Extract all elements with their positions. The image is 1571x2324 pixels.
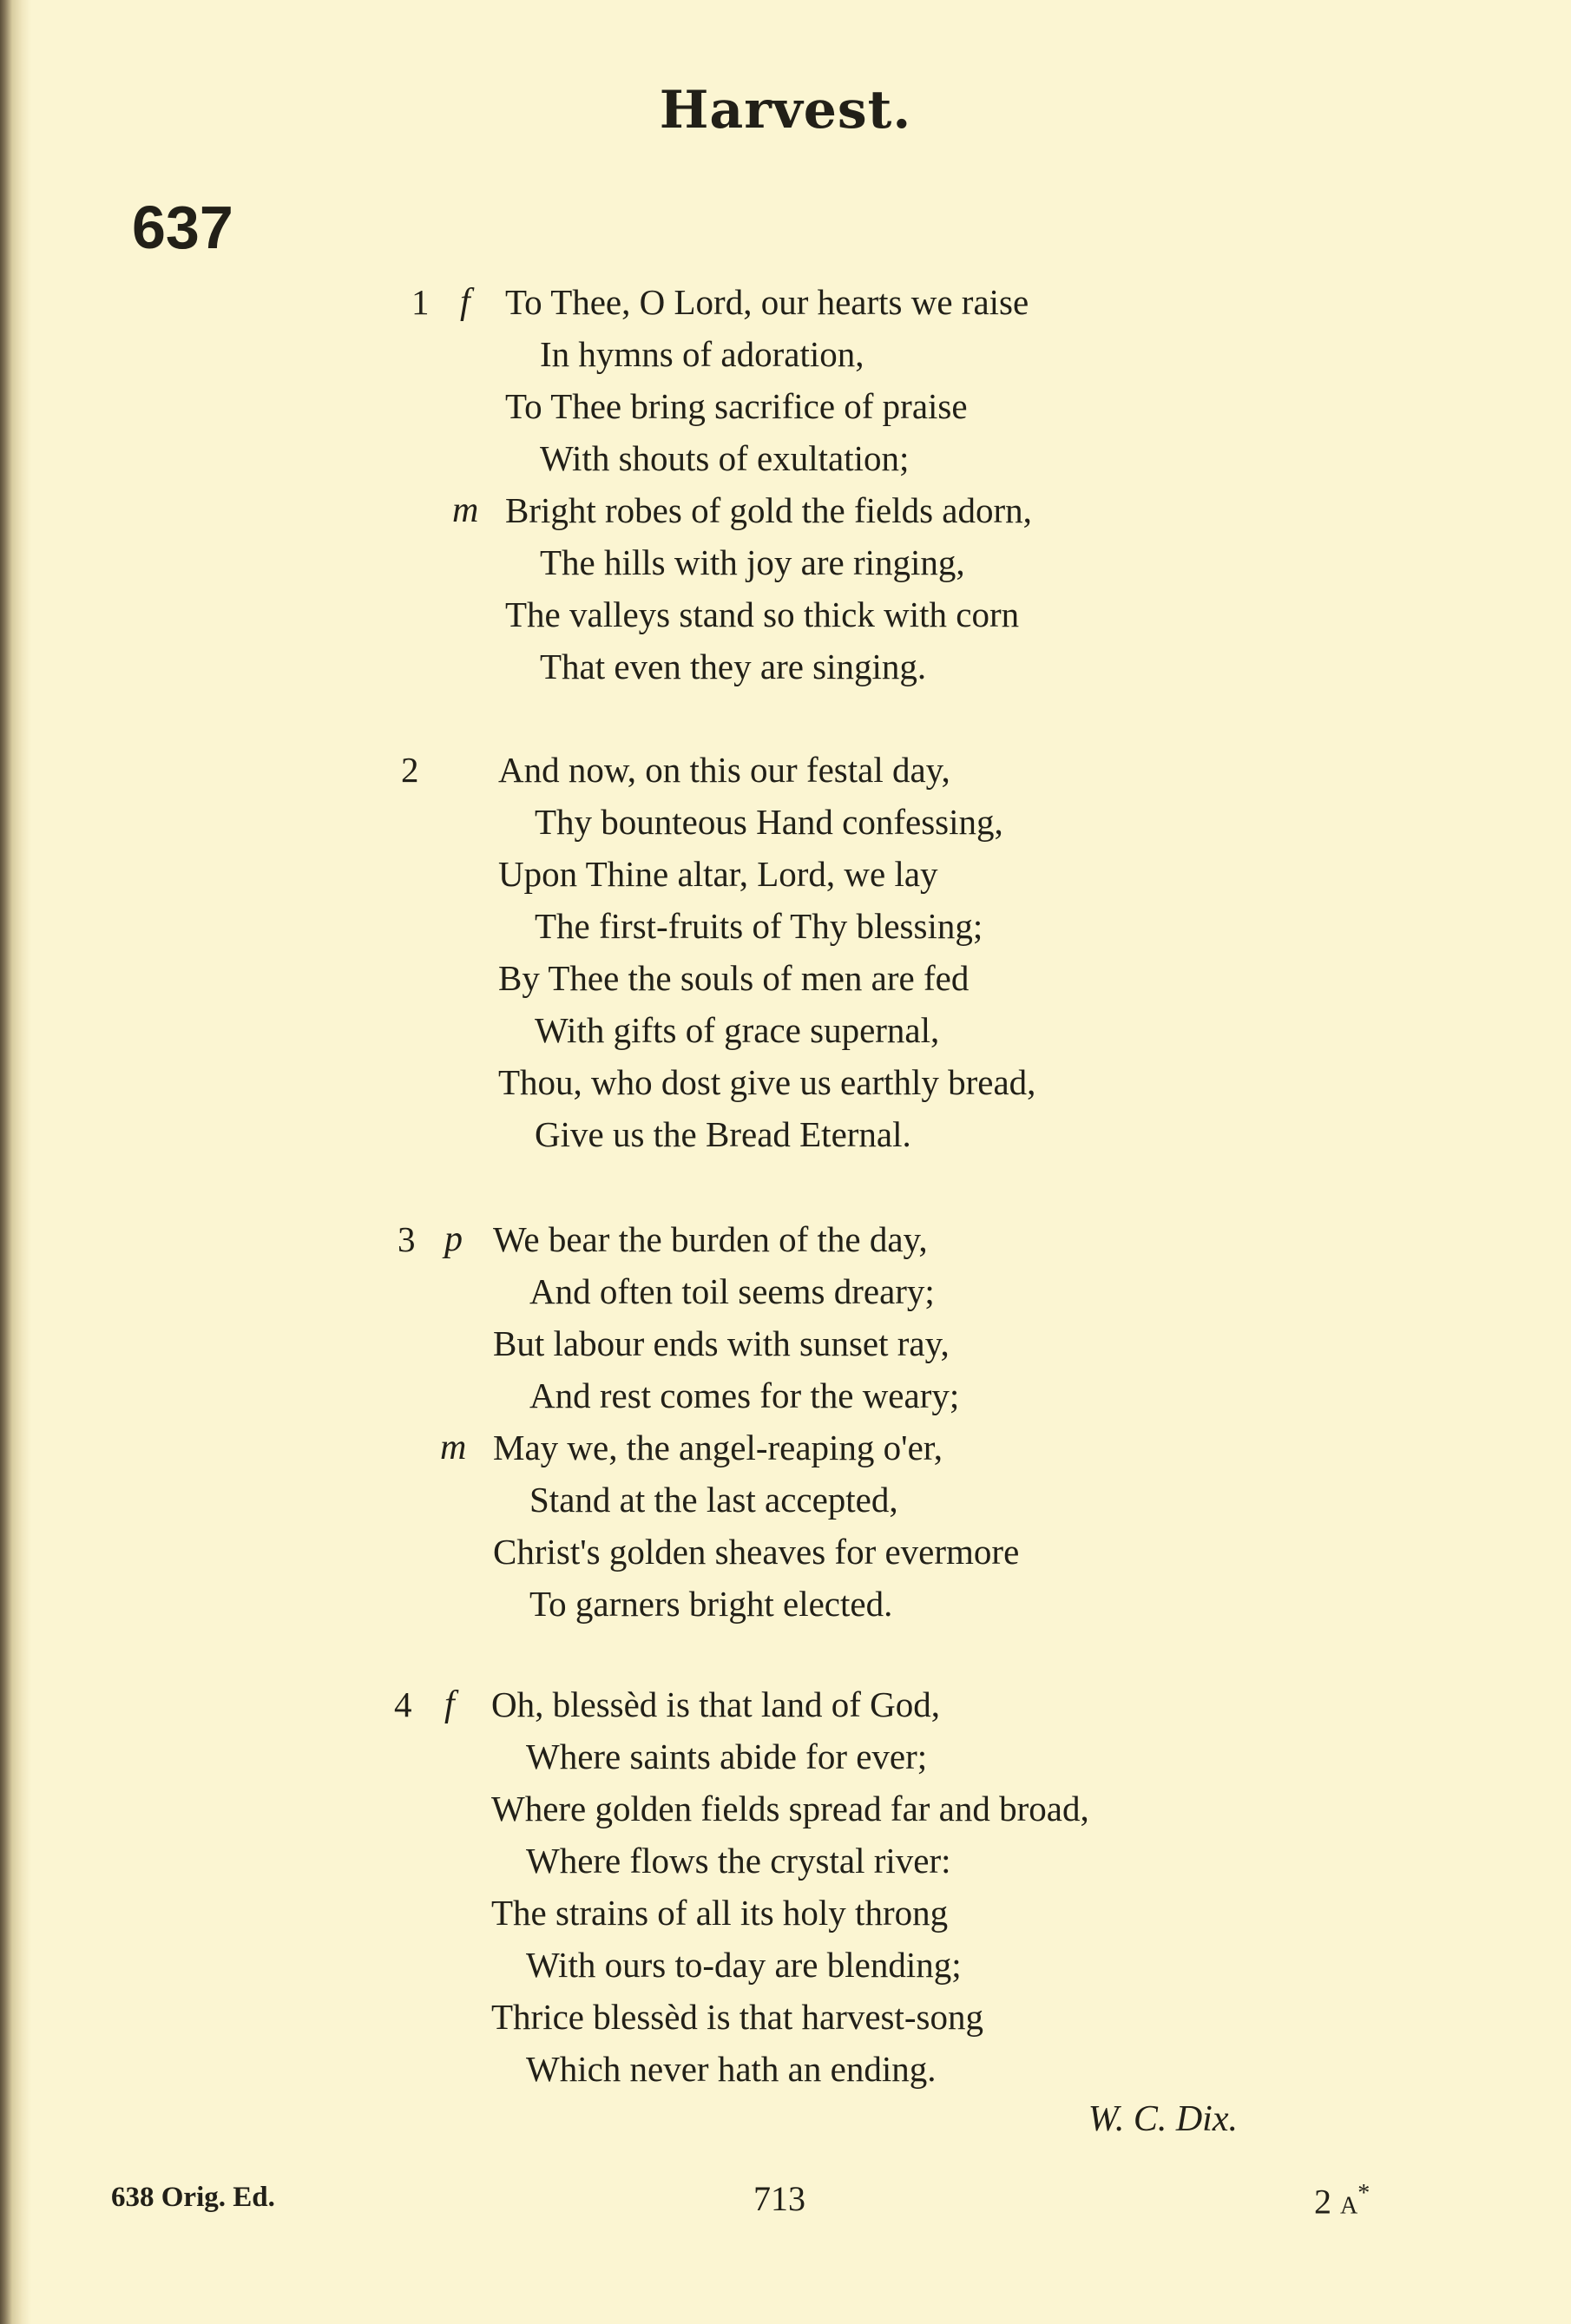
signature-number: 2 <box>1314 2182 1331 2222</box>
verse-line-text: In hymns of adoration, <box>540 334 864 374</box>
verse-number: 1 <box>411 282 430 322</box>
dynamic-marking: p <box>444 1219 463 1259</box>
verse-3 <box>0 1213 1571 1630</box>
dynamic-marking: m <box>452 490 479 530</box>
verse-line-text: Which never hath an ending. <box>526 2049 937 2089</box>
verse-line <box>0 1056 1571 1108</box>
verse-line-text: May we, the angel-reaping o'er, <box>493 1428 943 1467</box>
verse-line-text: Stand at the last accepted, <box>529 1480 898 1520</box>
verse-line-text: To garners bright elected. <box>529 1584 893 1624</box>
original-edition-note: 638 Orig. Ed. <box>111 2182 275 2213</box>
verse-line <box>0 1835 1571 1887</box>
verse-line-text: And now, on this our festal day, <box>498 750 950 790</box>
verse-4 <box>0 1678 1571 2095</box>
verse-line <box>0 588 1571 640</box>
page-heading: Harvest. <box>659 80 912 141</box>
verse-line <box>0 1474 1571 1526</box>
hymn-number: 637 <box>132 194 233 261</box>
verse-line-text: The strains of all its holy throng <box>491 1893 949 1933</box>
verse-line-text: Thou, who dost give us earthly bread, <box>498 1062 1036 1102</box>
verse-line <box>0 1782 1571 1835</box>
dynamic-marking: m <box>440 1428 467 1467</box>
verse-line-text: Upon Thine altar, Lord, we lay <box>498 854 938 894</box>
hymn-author: W. C. Dix. <box>1088 2099 1238 2139</box>
verse-line <box>0 796 1571 848</box>
verse-line-text: The first-fruits of Thy blessing; <box>535 906 983 946</box>
verse-line <box>0 1421 1571 1474</box>
verse-line <box>0 900 1571 952</box>
verse-line-text: The valleys stand so thick with corn <box>505 594 1020 634</box>
verse-line-text: The hills with joy are ringing, <box>540 542 965 582</box>
verse-line <box>0 1317 1571 1369</box>
verse-line <box>0 744 1571 796</box>
verse-line <box>0 1004 1571 1056</box>
verse-line <box>0 1578 1571 1630</box>
verse-line <box>0 1887 1571 1939</box>
verse-2 <box>0 744 1571 1160</box>
verse-line-text: To Thee bring sacrifice of praise <box>505 386 968 426</box>
verse-line-text: With gifts of grace supernal, <box>535 1010 940 1050</box>
verse-line-text: Where flows the crystal river: <box>526 1841 951 1881</box>
verse-line-text: With ours to-day are blending; <box>526 1945 962 1985</box>
verse-line-text: Thy bounteous Hand confessing, <box>535 802 1003 842</box>
verse-line-text: With shouts of exultation; <box>540 438 910 478</box>
verse-line-text: But labour ends with sunset ray, <box>493 1323 950 1363</box>
verse-1 <box>0 276 1571 693</box>
verse-number: 4 <box>394 1684 412 1724</box>
verse-line <box>0 1678 1571 1730</box>
verse-line-text: And often toil seems dreary; <box>529 1271 935 1311</box>
dynamic-marking: f <box>460 282 470 322</box>
verse-line <box>0 432 1571 484</box>
verse-line-text: Christ's golden sheaves for evermore <box>493 1532 1020 1572</box>
verse-line <box>0 484 1571 536</box>
verse-line <box>0 1939 1571 1991</box>
verse-line-text: Oh, blessèd is that land of God, <box>491 1684 940 1724</box>
verse-line-text: Where golden fields spread far and broad, <box>491 1789 1089 1828</box>
verse-number: 3 <box>398 1219 416 1259</box>
verse-line <box>0 848 1571 900</box>
verse-line <box>0 1730 1571 1782</box>
verse-line <box>0 1213 1571 1265</box>
verse-line <box>0 640 1571 693</box>
signature-letter: A <box>1340 2192 1358 2220</box>
verse-line <box>0 380 1571 432</box>
verse-line <box>0 1991 1571 2043</box>
verse-line-text: Thrice blessèd is that harvest-song <box>491 1997 984 2037</box>
printer-signature-mark <box>1314 2180 1370 2222</box>
verse-line-text: Give us the Bread Eternal. <box>535 1114 911 1154</box>
verse-line-text: And rest comes for the weary; <box>529 1375 960 1415</box>
verse-line-text: By Thee the souls of men are fed <box>498 958 970 998</box>
page-number: 713 <box>753 2179 805 2218</box>
verse-line <box>0 1265 1571 1317</box>
verse-line-text: That even they are singing. <box>540 647 927 686</box>
dynamic-marking: f <box>444 1684 455 1724</box>
verse-line <box>0 1108 1571 1160</box>
verse-line <box>0 952 1571 1004</box>
verse-line-text: To Thee, O Lord, our hearts we raise <box>505 282 1029 322</box>
verse-line-text: Where saints abide for ever; <box>526 1736 928 1776</box>
verse-line <box>0 276 1571 328</box>
signature-star: * <box>1357 2180 1371 2207</box>
verse-line-text: Bright robes of gold the fields adorn, <box>505 490 1032 530</box>
verse-line <box>0 2043 1571 2095</box>
verse-line <box>0 536 1571 588</box>
verse-line <box>0 1369 1571 1421</box>
verse-line <box>0 328 1571 380</box>
verse-line <box>0 1526 1571 1578</box>
verse-number: 2 <box>401 750 419 790</box>
verse-line-text: We bear the burden of the day, <box>493 1219 928 1259</box>
